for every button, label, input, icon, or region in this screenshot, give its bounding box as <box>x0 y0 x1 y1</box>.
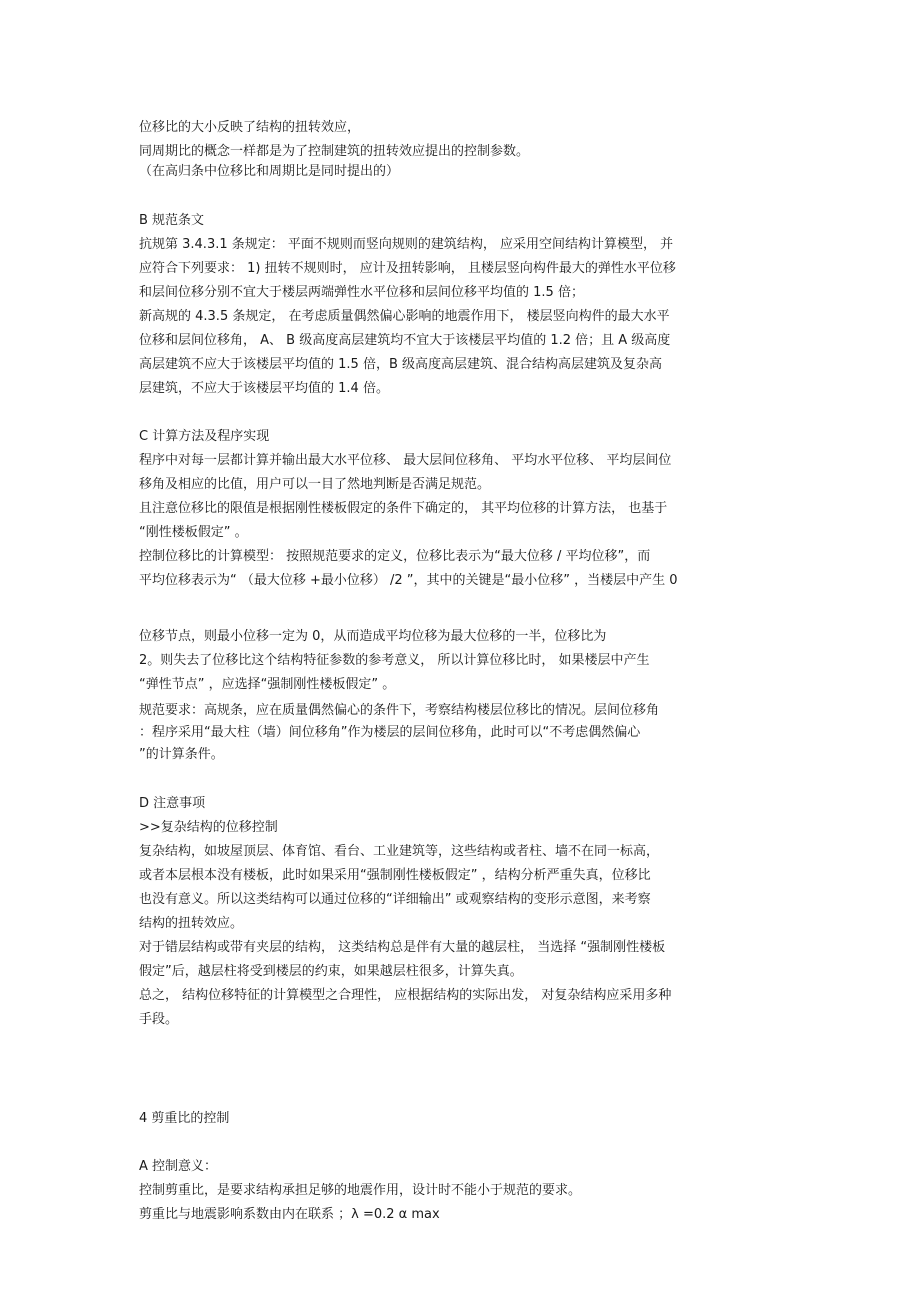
text-line: 应符合下列要求： 1) 扭转不规则时， 应计及扭转影响， 且楼层竖向构件最大的弹性水平位移 <box>139 261 676 276</box>
text-line: 总之， 结构位移特征的计算模型之合理性， 应根据结构的实际出发， 对复杂结构应采用多种 <box>139 988 672 1003</box>
text-line: “刚性楼板假定” 。 <box>139 525 248 540</box>
text-line: 层建筑，不应大于该楼层平均值的 1.4 倍。 <box>139 381 389 396</box>
text-line: （在高归条中位移比和周期比是同时提出的） <box>139 164 400 179</box>
text-line: 也没有意义。所以这类结构可以通过位移的“详细输出” 或观察结构的变形示意图，来考察 <box>139 892 651 907</box>
text-line: 位移节点，则最小位移一定为 0，从而造成平均位移为最大位移的一半，位移比为 <box>139 629 607 644</box>
text-line: ：程序采用“最大柱（墙）间位移角”作为楼层的层间位移角，此时可以“不考虑偶然偏心 <box>139 725 641 740</box>
text-line: >>复杂结构的位移控制 <box>139 820 278 835</box>
text-line: 高层建筑不应大于该楼层平均值的 1.5 倍，B 级高度高层建筑、混合结构高层建筑及复杂高 <box>139 357 662 372</box>
text-line: 新高规的 4.3.5 条规定， 在考虑质量偶然偏心影响的地震作用下， 楼层竖向构件的最大水平 <box>139 309 670 324</box>
text-line: 复杂结构，如坡屋顶层、体育馆、看台、工业建筑等，这些结构或者柱、墙不在同一标高， <box>139 844 660 859</box>
text-line: 程序中对每一层都计算并输出最大水平位移、 最大层间位移角、 平均水平位移、 平均层间位 <box>139 453 672 468</box>
section-heading: 4 剪重比的控制 <box>139 1111 230 1126</box>
section-heading: A 控制意义： <box>139 1159 218 1174</box>
section-heading: D 注意事项 <box>139 796 206 811</box>
text-line: 剪重比与地震影响系数由内在联系 ；λ =0.2 α max <box>139 1207 440 1222</box>
text-line: 2。则失去了位移比这个结构特征参数的参考意义， 所以计算位移比时， 如果楼层中产生 <box>139 653 650 668</box>
text-line: 手段。 <box>139 1012 179 1027</box>
text-line: 控制位移比的计算模型： 按照规范要求的定义，位移比表示为“最大位移 / 平均位移”，而 <box>139 549 651 564</box>
text-line: ”的计算条件。 <box>139 747 224 762</box>
text-line: 位移和层间位移角， A、 B 级高度高层建筑均不宜大于该楼层平均值的 1.2 倍；且 A 级高度 <box>139 333 671 348</box>
section-heading: C 计算方法及程序实现 <box>139 429 270 444</box>
text-line: 位移比的大小反映了结构的扭转效应， <box>139 120 361 135</box>
text-line: 假定”后，越层柱将受到楼层的约束，如果越层柱很多，计算失真。 <box>139 964 523 979</box>
text-line: 对于错层结构或带有夹层的结构， 这类结构总是伴有大量的越层柱， 当选择 “强制刚性楼板 <box>139 940 666 955</box>
text-line: 平均位移表示为“ （最大位移 +最小位移） /2 ”，其中的关键是“最小位移” ，当楼层中产生 0 <box>139 573 678 588</box>
text-line: 控制剪重比，是要求结构承担足够的地震作用，设计时不能小于规范的要求。 <box>139 1183 582 1198</box>
text-line: 移角及相应的比值，用户可以一目了然地判断是否满足规范。 <box>139 477 491 492</box>
section-heading: B 规范条文 <box>139 213 205 228</box>
text-line: 或者本层根本没有楼板，此时如果采用“强制刚性楼板假定” ，结构分析严重失真，位移比 <box>139 868 651 883</box>
text-line: 抗规第 3.4.3.1 条规定： 平面不规则而竖向规则的建筑结构， 应采用空间结构计算模型， 并 <box>139 237 674 252</box>
text-line: 同周期比的概念一样都是为了控制建筑的扭转效应提出的控制参数。 <box>139 144 530 159</box>
text-line: 和层间位移分别不宜大于楼层两端弹性水平位移和层间位移平均值的 1.5 倍； <box>139 285 584 300</box>
text-line: 规范要求：高规条，应在质量偶然偏心的条件下，考察结构楼层位移比的情况。层间位移角 <box>139 703 660 718</box>
text-line: 结构的扭转效应。 <box>139 916 244 931</box>
text-line: 且注意位移比的限值是根据刚性楼板假定的条件下确定的， 其平均位移的计算方法， 也基于 <box>139 501 668 516</box>
text-line: “弹性节点” ，应选择“强制刚性楼板假定” 。 <box>139 677 396 692</box>
